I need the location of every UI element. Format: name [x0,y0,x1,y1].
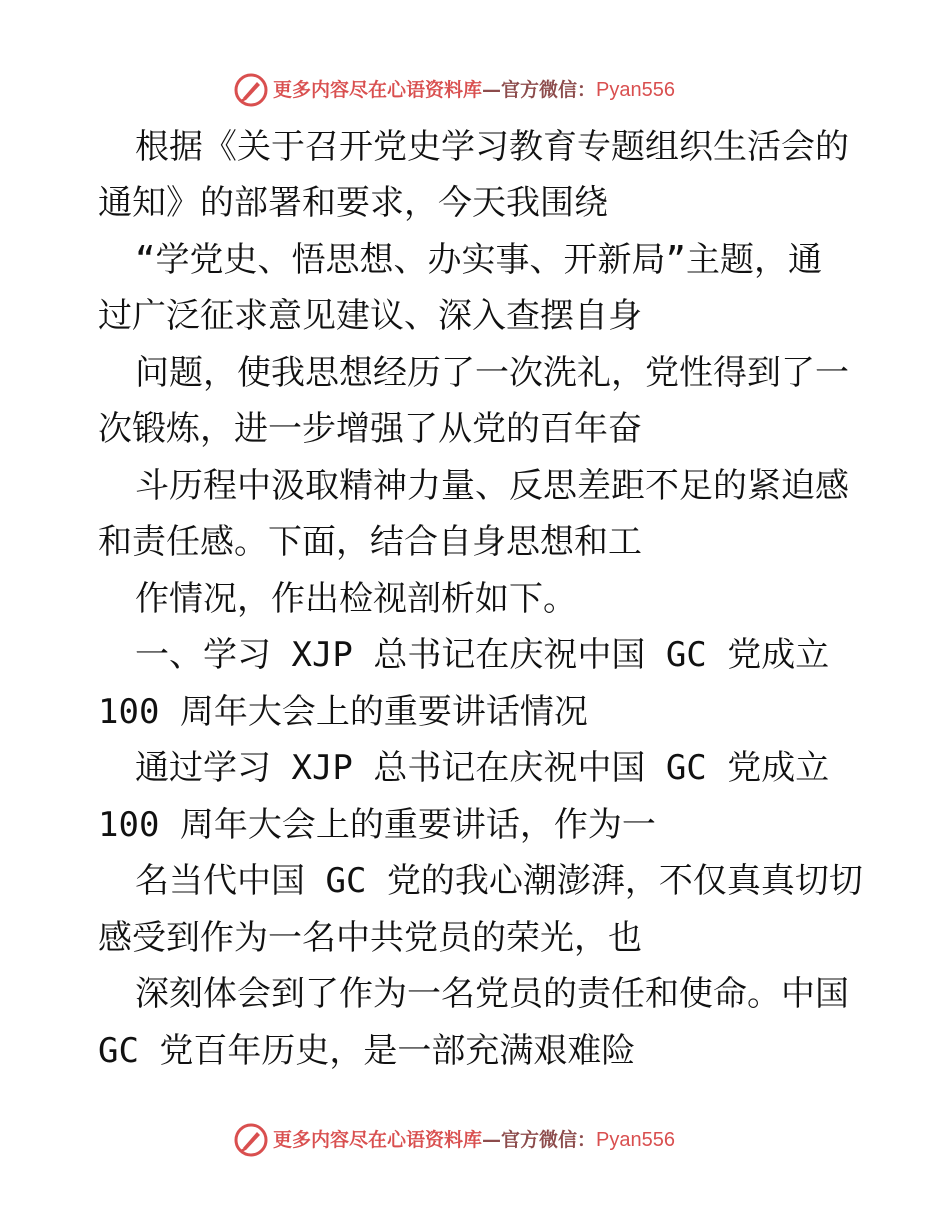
footer-watermark [0,1120,950,1160]
body-line: 通过学习 XJP 总书记在庆祝中国 GC 党成立 [135,748,830,788]
body-line: 通知》的部署和要求，今天我围绕 [98,183,608,223]
body-line: 100 周年大会上的重要讲话，作为一 [98,805,656,845]
body-line: 和责任感。下面，结合自身思想和工 [98,522,642,562]
watermark-brand: 更多内容尽在心语资料库 [273,79,483,101]
body-line: 名当代中国 GC 党的我心潮澎湃，不仅真真切切 [135,861,863,901]
watermark-text [273,1127,675,1153]
body-line: 过广泛征求意见建议、深入查摆自身 [98,296,642,336]
body-line: GC 党百年历史，是一部充满艰难险 [98,1031,636,1071]
body-line: 感受到作为一名中共党员的荣光，也 [98,918,642,958]
watermark-separator: —官方微信： [482,1129,597,1151]
watermark-separator: —官方微信： [482,79,597,101]
watermark-brand: 更多内容尽在心语资料库 [273,1129,483,1151]
body-line: “学党史、悟思想、办实事、开新局”主题，通 [135,240,822,280]
body-line: 次锻炼，进一步增强了从党的百年奋 [98,409,642,449]
section-heading-line: 一、学习 XJP 总书记在庆祝中国 GC 党成立 [135,635,830,675]
section-heading-line: 100 周年大会上的重要讲话情况 [98,692,588,732]
body-line: 根据《关于召开党史学习教育专题组织生活会的 [135,127,849,167]
watermark-account: Pyan556 [596,79,675,101]
body-line: 斗历程中汲取精神力量、反思差距不足的紧迫感 [135,466,849,506]
body-line: 问题，使我思想经历了一次洗礼，党性得到了一 [135,353,849,393]
body-line: 作情况，作出检视剖析如下。 [135,579,577,619]
body-line: 深刻体会到了作为一名党员的责任和使命。中国 [135,974,849,1014]
watermark-account: Pyan556 [596,1129,675,1151]
quill-logo-icon [233,1122,269,1158]
